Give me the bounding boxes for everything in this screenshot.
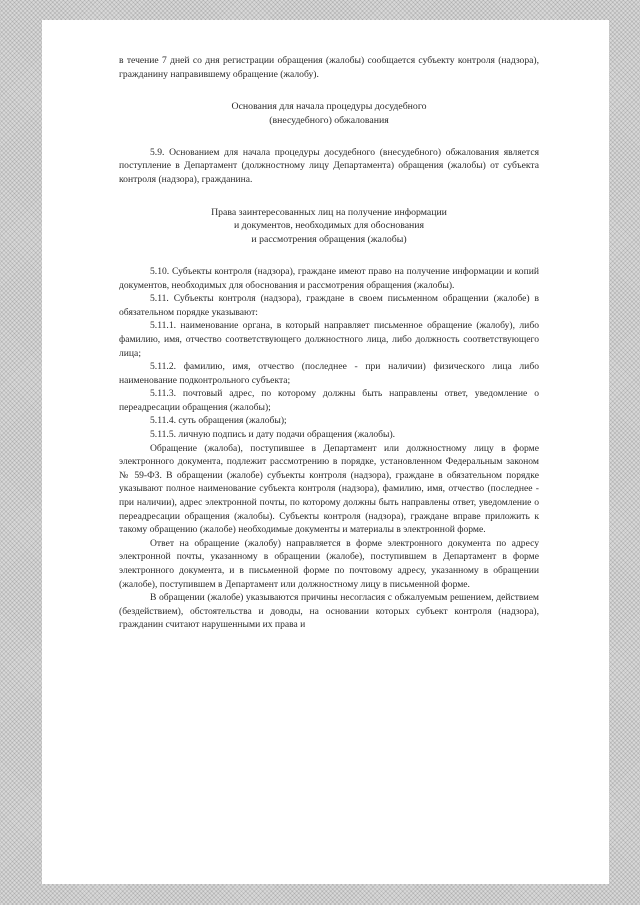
document-page (42, 20, 609, 884)
paragraph-5-11-2: 5.11.2. фамилию, имя, отчество (последнее - при наличии) физического лица либо наименование подконтрольного субъекта; (119, 361, 539, 386)
paragraph-5-11: 5.11. Субъекты контроля (надзора), граждане в своем письменном обращении (жалобе) в обязательном порядке указывают: (119, 293, 539, 318)
paragraph-intro: в течение 7 дней со дня регистрации обращения (жалобы) сообщается субъекту контроля (надзора), гражданину направившему обращение (жалобу). (119, 55, 539, 80)
paragraph-reasons: В обращении (жалобе) указываются причины несогласия с обжалуемым решением, действием (бездействием), обстоятельства и доводы, на основании которых субъект контроля (надзора), гражданин считают нарушенными их права и (119, 592, 539, 631)
spacer (119, 81, 539, 100)
paragraph-5-10: 5.10. Субъекты контроля (надзора), граждане имеют право на получение информации и копий документов, необходимых для обоснования и рассмотрения обращения (жалобы). (119, 265, 539, 291)
paragraph-5-11-1: 5.11.1. наименование органа, в который направляет письменное обращение (жалобу), либо фамилию, имя, отчество соответствующего должностного лица, либо должность соответствующего лица; (119, 320, 539, 359)
paragraph-5-11-5: 5.11.5. личную подпись и дату подачи обращения (жалобы). (150, 429, 396, 441)
section-heading-line: Права заинтересованных лиц на получение информации (211, 206, 447, 218)
section-heading-line: Основания для начала процедуры досудебного (231, 101, 427, 113)
spacer (119, 247, 539, 265)
section-heading-line: и рассмотрения обращения (жалобы) (251, 234, 407, 246)
spacer (119, 128, 539, 146)
paragraph-electronic-appeal: Обращение (жалоба), поступившее в Департамент или должностному лицу в форме электронного документа, подлежит рассмотрению в порядке, установленном Федеральным законом № 59-ФЗ. В обращении (жалобе) субъекты контроля (надзора), граждане в обязательном порядке указывают полное наименование субъекта контроля (надзора), фамилию, имя, отчество (последнее - при наличии), адрес электронной почты, по которому должны быть направлены ответ, уведомление о переадресации обращения (жалобы). Субъекты контроля (надзора), граждане вправе приложить к такому обращению (жалобе) необходимые документы и материалы в электронной форме. (119, 442, 539, 536)
section-heading-line: и документов, необходимых для обоснования (233, 220, 425, 232)
section-heading-line: (внесудебного) обжалования (269, 114, 389, 126)
paragraph-5-9: 5.9. Основанием для начала процедуры досудебного (внесудебного) обжалования является поступление в Департамент (должностному лицу Департамента) обращения (жалобы) от субъекта контроля (надзора), гражданина. (119, 146, 539, 185)
paragraph-5-11-4: 5.11.4. суть обращения (жалобы); (150, 415, 287, 427)
paragraph-answer: Ответ на обращение (жалобу) направляется в форме электронного документа по адресу электронной почты, указанному в обращении (жалобе), поступившем в Департамент в форме электронного документа, и в письменной форме по почтовому адресу, указанному в обращении (жалобе), поступившем в Департамент или должностному лицу в письменной форме. (119, 537, 539, 590)
paragraph-5-11-3: 5.11.3. почтовый адрес, по которому должны быть направлены ответ, уведомление о переадресации обращения (жалобы); (119, 388, 539, 413)
document-body (119, 54, 539, 632)
spacer (119, 187, 539, 206)
